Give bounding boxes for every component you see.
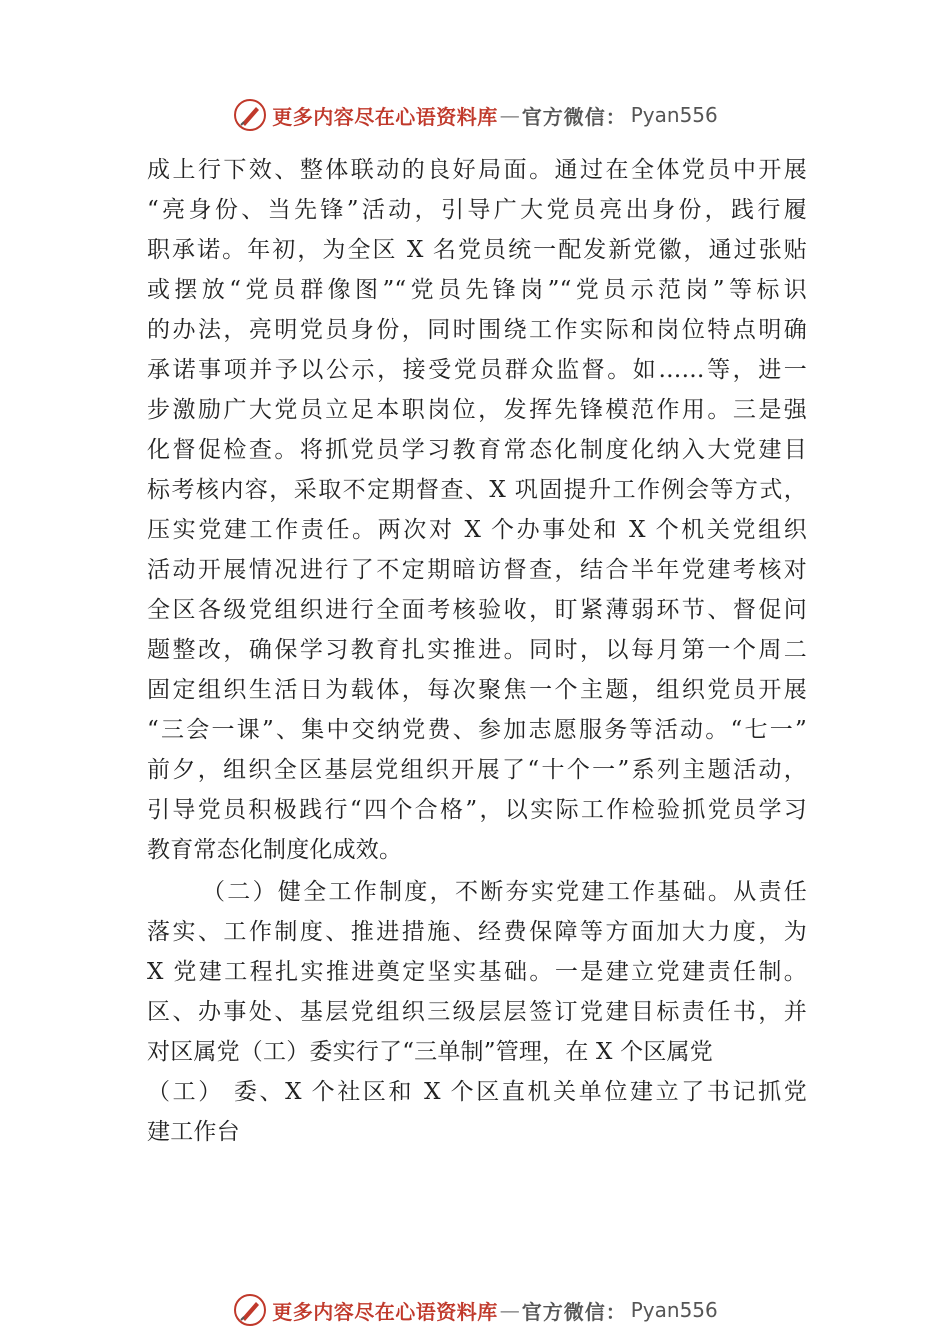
body-line: 固定组织生活日为载体，每次聚焦一个主题，组织党员开展 <box>147 677 807 703</box>
body-line: 职承诺。年初，为全区 X 名党员统一配发新党徽，通过张贴 <box>147 237 807 263</box>
body-line: 或摆放“党员群像图”“党员先锋岗”“党员示范岗”等标识 <box>147 277 807 303</box>
section-heading-line: （二）健全工作制度，不断夯实党建工作基础。从责任 <box>202 879 807 905</box>
section-line: 对区属党（工）委实行了“三单制”管理，在 X 个区属党 <box>147 1039 713 1065</box>
body-line: 成上行下效、整体联动的良好局面。通过在全体党员中开展 <box>147 157 807 183</box>
body-line: 步激励广大党员立足本职岗位，发挥先锋模范作用。三是强 <box>147 397 807 423</box>
body-line: 题整改，确保学习教育扎实推进。同时，以每月第一个周二 <box>147 637 807 663</box>
watermark-separator: — <box>499 1298 520 1322</box>
body-line: 的办法，亮明党员身份，同时围绕工作实际和岗位特点明确 <box>147 317 807 343</box>
section-line: 建工作台 <box>147 1119 240 1145</box>
footer-watermark <box>0 1290 950 1330</box>
watermark-official-label: 官方微信： <box>521 1299 627 1324</box>
body-line: 承诺事项并予以公示，接受党员群众监督。如……等，进一 <box>147 357 807 383</box>
section-line: 落实、工作制度、推进措施、经费保障等方面加大力度，为 <box>147 919 807 945</box>
body-line: 教育常态化制度化成效。 <box>147 837 403 863</box>
watermark-official-label: 官方微信： <box>521 104 627 129</box>
body-line: “亮身份、当先锋”活动，引导广大党员亮出身份，践行履 <box>147 197 807 223</box>
header-watermark <box>0 95 950 135</box>
watermark-separator: — <box>499 103 520 127</box>
quill-logo-icon <box>232 1292 268 1328</box>
watermark-wechat-id: Pyan556 <box>630 1298 718 1322</box>
section-line: X 党建工程扎实推进奠定坚实基础。一是建立党建责任制。 <box>147 959 807 985</box>
body-line: 标考核内容，采取不定期督查、X 巩固提升工作例会等方式， <box>147 477 807 503</box>
document-body <box>147 150 807 1152</box>
body-line: 全区各级党组织进行全面考核验收，盯紧薄弱环节、督促问 <box>147 597 807 623</box>
body-line: 压实党建工作责任。两次对 X 个办事处和 X 个机关党组织 <box>147 517 807 543</box>
body-line: 活动开展情况进行了不定期暗访督查，结合半年党建考核对 <box>147 557 807 583</box>
section-line: 区、办事处、基层党组织三级层层签订党建目标责任书，并 <box>147 999 807 1025</box>
quill-logo-icon <box>232 97 268 133</box>
watermark-brand: 更多内容尽在心语资料库 <box>272 1299 498 1324</box>
watermark-wechat-id: Pyan556 <box>630 103 718 127</box>
section-line: （工） 委、X 个社区和 X 个区直机关单位建立了书记抓党 <box>147 1079 807 1105</box>
body-line: “三会一课”、集中交纳党费、参加志愿服务等活动。“七一” <box>147 717 807 743</box>
body-line: 化督促检查。将抓党员学习教育常态化制度化纳入大党建目 <box>147 437 807 463</box>
body-line: 引导党员积极践行“四个合格”，以实际工作检验抓党员学习 <box>147 797 807 823</box>
body-line: 前夕，组织全区基层党组织开展了“十个一”系列主题活动， <box>147 757 807 783</box>
watermark-brand: 更多内容尽在心语资料库 <box>272 104 498 129</box>
